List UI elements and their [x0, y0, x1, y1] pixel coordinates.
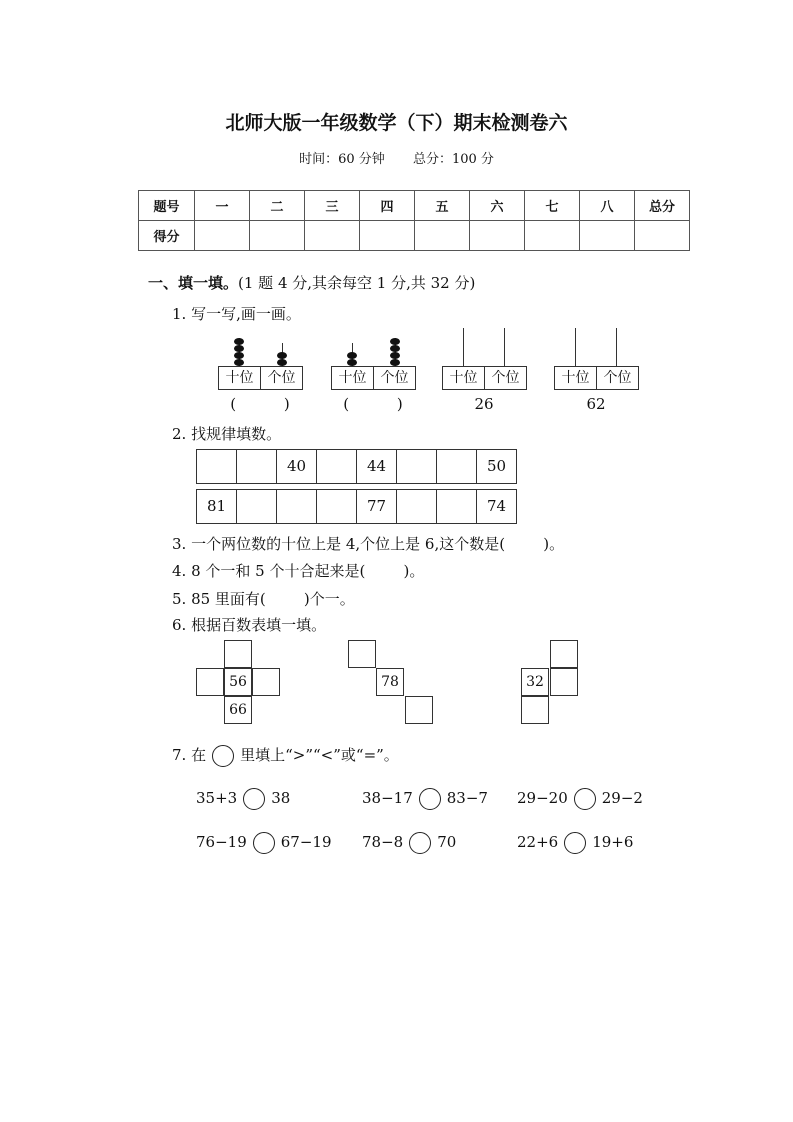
- page-title: 北师大版一年级数学（下）期末检测卷六: [225, 112, 568, 134]
- abacus-rod: [575, 328, 576, 366]
- abacus-bead: [234, 359, 244, 366]
- sequence-cell: 81: [206, 497, 227, 515]
- blank-cell[interactable]: [224, 640, 252, 668]
- sequence-cell[interactable]: [316, 450, 356, 483]
- compare-circle[interactable]: [564, 832, 586, 854]
- sequence-cell[interactable]: [316, 490, 356, 523]
- sequence-cell: 44: [356, 450, 396, 483]
- comparison-right: 83−7: [446, 789, 488, 807]
- tens-label: 十位: [225, 370, 254, 386]
- abacus-bead: [277, 359, 287, 366]
- question-7: [172, 744, 399, 767]
- compare-circle[interactable]: [409, 832, 431, 854]
- ones-label: 个位: [373, 367, 415, 389]
- sequence-cell[interactable]: [276, 490, 316, 523]
- abacus-bead: [390, 338, 400, 345]
- comparison-left: 35+3: [196, 789, 238, 807]
- question-7-suffix: 里填上“>”“<”或“=”。: [240, 746, 399, 764]
- question-5: 5. 85 里面有( )个一。: [172, 590, 355, 608]
- sequence-cell[interactable]: [396, 450, 436, 483]
- score-cell: 二: [250, 191, 305, 221]
- score-table: [138, 190, 690, 251]
- number-cell: 78: [376, 668, 404, 696]
- sequence-cell: 74: [476, 490, 516, 523]
- question-3: 3. 一个两位数的十位上是 4,个位上是 6,这个数是( )。: [172, 535, 565, 553]
- blank-cell[interactable]: [550, 668, 578, 696]
- abacus-bead: [234, 338, 244, 345]
- score-cell: 题号: [139, 191, 195, 221]
- abacus-number: 62: [586, 395, 606, 413]
- question-1: 1. 写一写,画一画。: [172, 305, 301, 323]
- sequence-cell[interactable]: [236, 490, 276, 523]
- score-blank[interactable]: [580, 221, 635, 251]
- score-blank[interactable]: [360, 221, 415, 251]
- abacus-rod: [463, 328, 464, 366]
- score-cell: 八: [580, 191, 635, 221]
- comparison-left: 29−20: [517, 789, 568, 807]
- score-blank[interactable]: [305, 221, 360, 251]
- tens-label: 十位: [338, 370, 367, 386]
- abacus-bead: [390, 345, 400, 352]
- score-cell: 五: [415, 191, 470, 221]
- comparison-item: [362, 788, 488, 810]
- blank-cell[interactable]: [252, 668, 280, 696]
- score-cell: 总分: [635, 191, 690, 221]
- sequence-cell: 50: [476, 450, 516, 483]
- sequence-cell: 40: [276, 450, 316, 483]
- comparison-left: 76−19: [196, 833, 247, 851]
- score-blank[interactable]: [195, 221, 250, 251]
- sequence-cell[interactable]: [436, 490, 476, 523]
- abacus-bead: [390, 359, 400, 366]
- blank-cell[interactable]: [550, 640, 578, 668]
- score-cell: 七: [525, 191, 580, 221]
- compare-circle[interactable]: [243, 788, 265, 810]
- compare-circle[interactable]: [574, 788, 596, 810]
- comparison-item: [517, 788, 643, 810]
- comparison-left: 78−8: [362, 833, 404, 851]
- blank-cell[interactable]: [405, 696, 433, 724]
- place-value-box: [331, 366, 416, 390]
- score-blank[interactable]: [415, 221, 470, 251]
- ones-label: 个位: [596, 367, 638, 389]
- sequence-cell[interactable]: [197, 450, 236, 483]
- abacus-answer-blank[interactable]: ( ): [343, 395, 403, 413]
- compare-circle[interactable]: [253, 832, 275, 854]
- section-heading: [148, 272, 475, 293]
- score-cell: 一: [195, 191, 250, 221]
- comparison-right: 29−2: [601, 789, 643, 807]
- sequence-cell[interactable]: [436, 450, 476, 483]
- number-cell: 56: [224, 668, 252, 696]
- place-value-box: [554, 366, 639, 390]
- time-limit: 时间：60 分钟: [299, 152, 385, 167]
- total-score: 总分：100 分: [412, 152, 494, 167]
- abacus-rod: [504, 328, 505, 366]
- place-value-box: [218, 366, 303, 390]
- comparison-item: [196, 788, 290, 810]
- circle-icon: [212, 745, 234, 767]
- abacus-bead: [390, 352, 400, 359]
- ones-label: 个位: [260, 367, 302, 389]
- comparison-left: 38−17: [362, 789, 413, 807]
- question-2: 2. 找规律填数。: [172, 425, 282, 443]
- blank-cell[interactable]: [196, 668, 224, 696]
- score-table-score-row: [139, 221, 690, 251]
- score-blank[interactable]: [525, 221, 580, 251]
- comparison-right: 67−19: [280, 833, 332, 851]
- tens-label: 十位: [561, 370, 590, 386]
- question-4: 4. 8 个一和 5 个十合起来是( )。: [172, 562, 425, 580]
- abacus-bead: [277, 352, 287, 359]
- section-title: 一、填一填。: [148, 274, 239, 292]
- tens-label: 十位: [449, 370, 478, 386]
- score-cell: 六: [470, 191, 525, 221]
- number-cell: 66: [224, 696, 252, 724]
- comparison-right: 38: [271, 789, 291, 807]
- abacus-bead: [347, 359, 357, 366]
- place-value-box: [442, 366, 527, 390]
- score-cell: 三: [305, 191, 360, 221]
- abacus-bead: [234, 345, 244, 352]
- abacus-bead: [234, 352, 244, 359]
- question-7-prefix: 7. 在: [172, 746, 207, 764]
- score-table-header-row: [139, 191, 690, 221]
- ones-label: 个位: [484, 367, 526, 389]
- score-label: 得分: [139, 221, 195, 251]
- section-note: (1 题 4 分,其余每空 1 分,共 32 分): [238, 274, 476, 292]
- score-blank[interactable]: [635, 221, 690, 251]
- abacus-bead: [347, 352, 357, 359]
- comparison-item: [517, 832, 633, 854]
- abacus-number: 26: [474, 395, 494, 413]
- question-6: 6. 根据百数表填一填。: [172, 616, 327, 634]
- compare-circle[interactable]: [419, 788, 441, 810]
- comparison-item: [362, 832, 456, 854]
- score-blank[interactable]: [250, 221, 305, 251]
- abacus-answer-blank[interactable]: ( ): [230, 395, 290, 413]
- sequence-cell[interactable]: [396, 490, 436, 523]
- sequence-cell: 77: [356, 490, 396, 523]
- blank-cell[interactable]: [521, 696, 549, 724]
- score-cell: 四: [360, 191, 415, 221]
- sequence-cell[interactable]: [236, 450, 276, 483]
- comparison-right: 70: [437, 833, 457, 851]
- sequence-row-1: [196, 449, 517, 484]
- blank-cell[interactable]: [348, 640, 376, 668]
- comparison-left: 22+6: [517, 833, 559, 851]
- comparison-right: 19+6: [592, 833, 634, 851]
- comparison-item: [196, 832, 332, 854]
- number-cell: 32: [521, 668, 549, 696]
- sequence-row-2: [196, 489, 517, 524]
- abacus-rod: [616, 328, 617, 366]
- exam-info: [0, 148, 793, 167]
- score-blank[interactable]: [470, 221, 525, 251]
